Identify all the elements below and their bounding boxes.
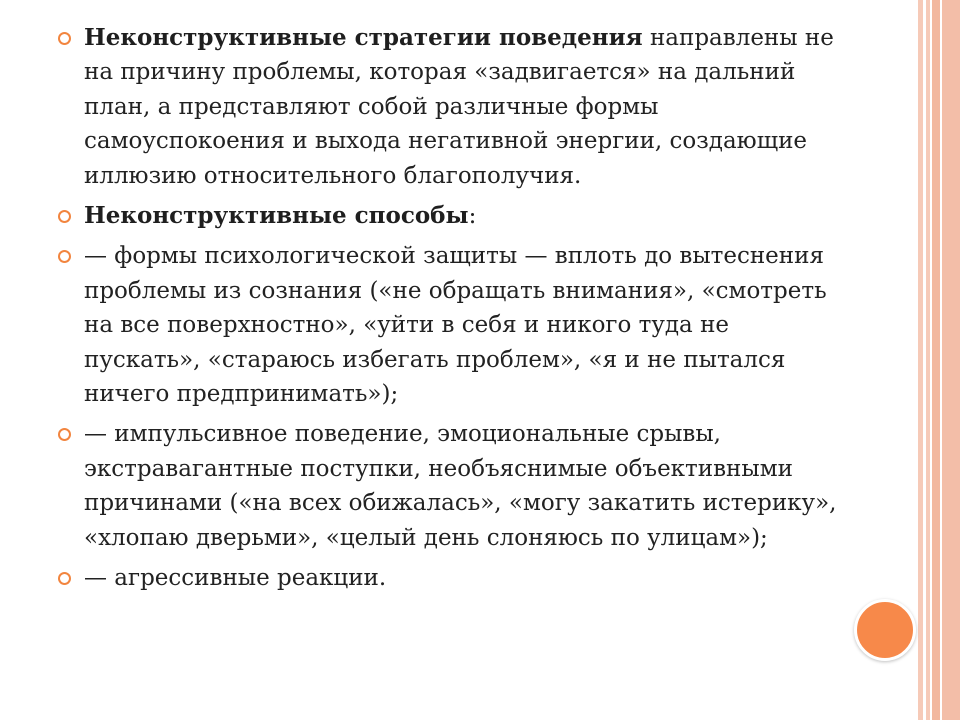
bullet-heading: Неконструктивные стратегии поведения <box>84 24 643 51</box>
decor-stripe <box>942 0 960 720</box>
bullet-list <box>58 21 848 596</box>
slide-content <box>58 21 848 602</box>
bullet-item <box>58 239 848 411</box>
bullet-text: — импульсивное поведение, эмоциональные срывы, экстравагантные поступки, необъяснимые объективными причинами («на всех обижалась», «могу закатить истерику», «хлопаю дверьми», «целый день слоняюсь по улицам»); <box>84 421 837 551</box>
bullet-ring-icon <box>58 32 71 45</box>
bullet-text: — агрессивные реакции. <box>84 565 387 592</box>
bullet-item <box>58 561 848 595</box>
decor-stripe <box>918 0 923 720</box>
bullet-ring-icon <box>58 572 71 585</box>
decor-stripe <box>926 0 930 720</box>
bullet-ring-icon <box>58 210 71 223</box>
bullet-item <box>58 199 848 233</box>
bullet-ring-icon <box>58 250 71 263</box>
bullet-heading: Неконструктивные способы <box>84 202 469 230</box>
bullet-item <box>58 21 848 193</box>
bullet-ring-icon <box>58 428 71 441</box>
bullet-text: направлены не на причину проблемы, которая «задвигается» на дальний план, а представляют собой различные формы самоуспокоения и выхода негативной энергии, создающие иллюзию относительного благополучия. <box>84 25 834 189</box>
bullet-text: : <box>468 203 477 230</box>
decor-circle <box>854 599 916 661</box>
bullet-item <box>58 417 848 555</box>
bullet-text: — формы психологической защиты — вплоть до вытеснения проблемы из сознания («не обращать внимания», «смотреть на все поверхностно», «уйти в себя и никого туда не пускать», «стараюсь избегать проблем», «я и не пытался ничего предпринимать»); <box>84 243 827 408</box>
decor-stripe <box>932 0 940 720</box>
